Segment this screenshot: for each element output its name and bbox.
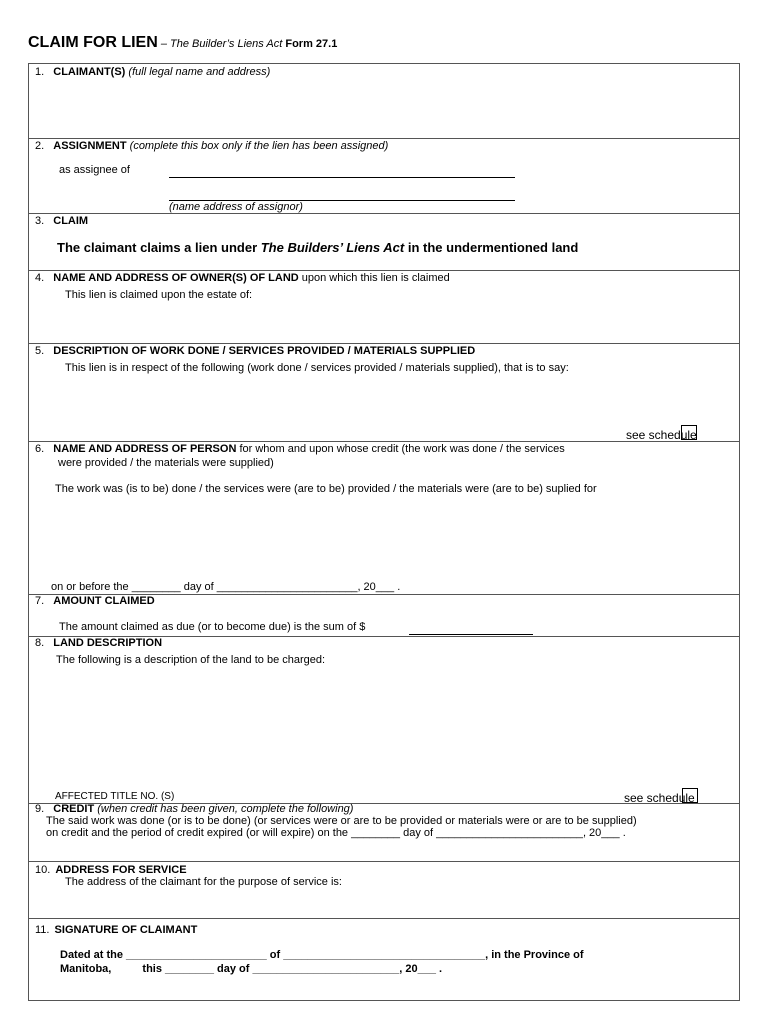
section-1-number: 1.	[35, 66, 45, 78]
credit-line-2: on credit and the period of credit expired (or will expire) on the ________ day of ________________________, 20___ .	[46, 827, 626, 839]
divider	[29, 918, 739, 919]
title-form-number: Form 27.1	[282, 38, 338, 50]
section-7-title: AMOUNT CLAIMED	[53, 595, 155, 607]
schedule-checkbox[interactable]	[681, 425, 697, 440]
section-6-heading	[35, 443, 565, 455]
section-1-title: CLAIMANT(S)	[53, 66, 126, 78]
title-dash: –	[157, 38, 170, 50]
section-9-note: (when credit has been given, complete the following)	[97, 803, 354, 815]
credit-line-1: The said work was done (or is to be done) (or services were or are to be provided or materials were or are to be supplied)	[46, 815, 637, 827]
section-5-number: 5.	[35, 345, 45, 357]
section-9-number: 9.	[35, 803, 45, 815]
section-1-note: (full legal name and address)	[128, 66, 271, 78]
section-3-number: 3.	[35, 215, 45, 227]
section-9-title: CREDIT	[53, 803, 95, 815]
section-4-number: 4.	[35, 272, 45, 284]
section-3-heading	[35, 215, 88, 227]
section-2-note: (complete this box only if the lien has been assigned)	[129, 140, 389, 152]
title-act: The Builder’s Liens Act	[170, 38, 283, 50]
completion-date-line: on or before the ________ day of _______________________, 20___ .	[51, 581, 401, 593]
lien-form	[28, 63, 740, 1001]
signature-day-line: this ________ day of ________________________, 20___ .	[142, 963, 443, 975]
assignee-label: as assignee of	[59, 164, 130, 176]
section-8-heading	[35, 637, 162, 649]
work-description-label: This lien is in respect of the following (work done / services provided / materials supplied), that is to say:	[65, 362, 569, 374]
divider	[29, 343, 739, 344]
section-11-heading	[35, 924, 197, 936]
divider	[29, 138, 739, 139]
section-10-heading	[35, 864, 187, 876]
form-title	[28, 34, 337, 52]
section-4-heading	[35, 272, 450, 284]
section-7-number: 7.	[35, 595, 45, 607]
section-3-title: CLAIM	[53, 215, 89, 227]
assignor-name-line[interactable]	[169, 177, 515, 178]
section-4-title: NAME AND ADDRESS OF OWNER(S) OF LAND	[53, 272, 299, 284]
divider	[29, 441, 739, 442]
work-for-label: The work was (is to be) done / the services were (are to be) provided / the materials were (are to be) suplied for	[55, 483, 597, 495]
section-4-title-rest: upon which this lien is claimed	[298, 272, 450, 284]
claim-statement-post: in the undermentioned land	[404, 240, 579, 255]
signature-dated-line: Dated at the _______________________ of _________________________________, in the Province of	[60, 949, 584, 961]
section-10-number: 10.	[35, 864, 51, 876]
amount-line[interactable]	[409, 634, 533, 635]
section-5-heading	[35, 345, 475, 357]
schedule-checkbox[interactable]	[682, 788, 698, 803]
section-10-title: ADDRESS FOR SERVICE	[55, 864, 187, 876]
claim-statement-pre: The claimant claims a lien under	[57, 240, 261, 255]
section-8-number: 8.	[35, 637, 45, 649]
section-1-heading	[35, 66, 270, 78]
title-main: CLAIM FOR LIEN	[28, 34, 158, 51]
claim-statement	[57, 240, 578, 255]
section-6-title: NAME AND ADDRESS OF PERSON	[53, 443, 237, 455]
section-11-number: 11.	[35, 924, 50, 936]
assignor-caption: (name address of assignor)	[169, 201, 303, 213]
section-5-title: DESCRIPTION OF WORK DONE / SERVICES PROVIDED / MATERIALS SUPPLIED	[53, 345, 476, 357]
land-description-label: The following is a description of the land to be charged:	[56, 654, 326, 666]
affected-title-label: AFFECTED TITLE NO. (S)	[55, 791, 175, 802]
section-9-heading	[35, 803, 353, 815]
see-schedule-label: see schedule	[626, 428, 697, 442]
divider	[29, 861, 739, 862]
section-2-number: 2.	[35, 140, 45, 152]
see-schedule-label: see schedule	[624, 791, 695, 805]
signature-province: Manitoba,	[60, 963, 112, 975]
signature-date-line	[60, 963, 442, 975]
section-6-title-line2: were provided / the materials were supplied)	[58, 457, 274, 469]
owner-estate-label: This lien is claimed upon the estate of:	[65, 289, 253, 301]
divider	[29, 270, 739, 271]
section-11-title: SIGNATURE OF CLAIMANT	[54, 924, 198, 936]
divider	[29, 213, 739, 214]
section-2-heading	[35, 140, 388, 152]
section-6-number: 6.	[35, 443, 45, 455]
section-7-heading	[35, 595, 155, 607]
section-6-title-rest: for whom and upon whose credit (the work was done / the services	[236, 443, 565, 455]
section-8-title: LAND DESCRIPTION	[53, 637, 163, 649]
claim-statement-act: The Builders’ Liens Act	[260, 240, 405, 255]
section-2-title: ASSIGNMENT	[53, 140, 127, 152]
amount-claimed-label: The amount claimed as due (or to become due) is the sum of $	[59, 621, 366, 633]
service-address-label: The address of the claimant for the purpose of service is:	[65, 876, 342, 888]
